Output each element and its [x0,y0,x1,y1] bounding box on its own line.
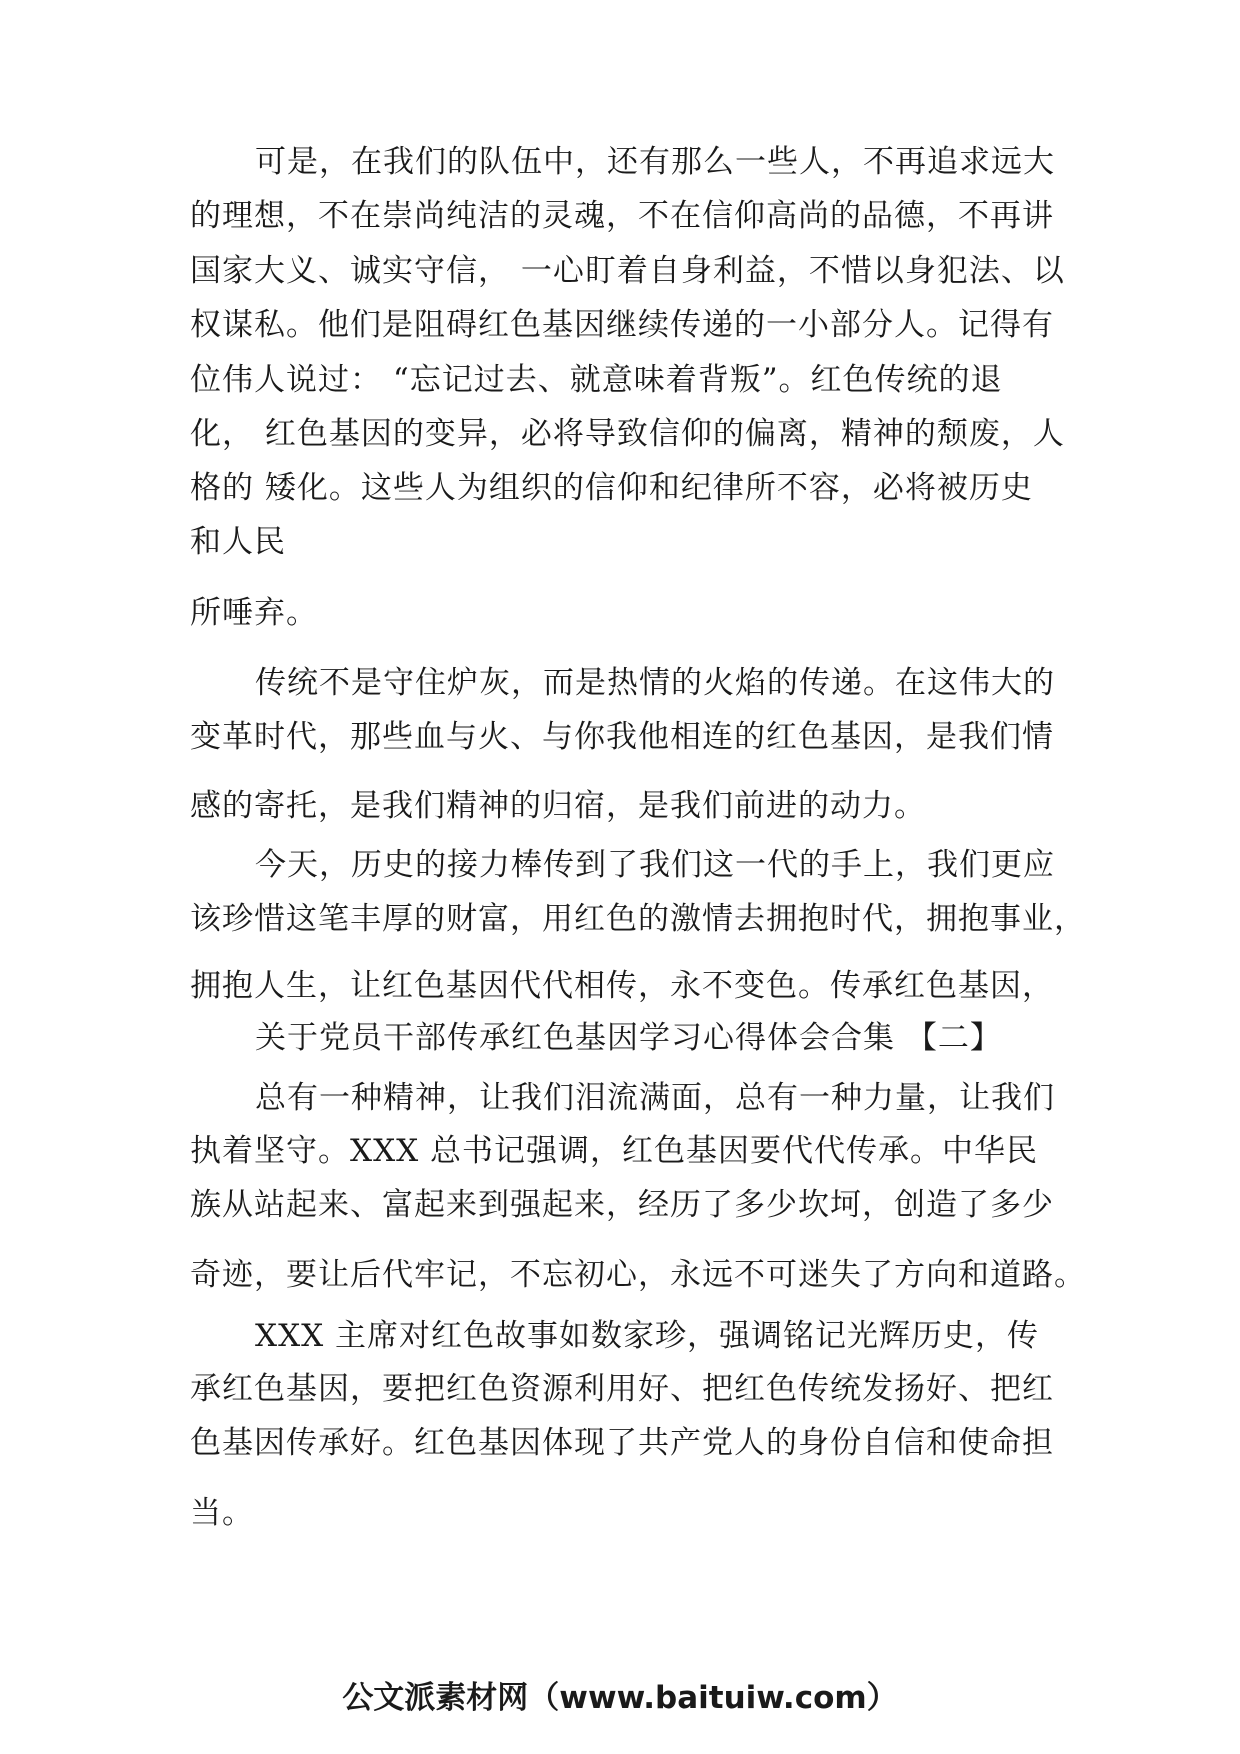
paragraph-line: 权谋私。他们是阻碍红色基因继续传递的一小部分人。记得有 [190,307,1054,343]
paragraph-line: 国家大义、诚实守信， 一心盯着自身利益，不惜以身犯法、以 [190,253,1065,289]
paragraph-line: 该珍惜这笔丰厚的财富，用红色的激情去拥抱时代，拥抱事业， [190,901,1086,937]
section-heading: 关于党员干部传承红色基因学习心得体会合集 【二】 [255,1020,1002,1056]
paragraph-line: 可是，在我们的队伍中，还有那么一些人，不再追求远大 [255,144,1055,180]
paragraph-line: 色基因传承好。红色基因体现了共产党人的身份自信和使命担 [190,1425,1054,1461]
paragraph-line: 奇迹，要让后代牢记，不忘初心，永远不可迷失了方向和道路。 [190,1257,1086,1293]
paragraph-line: 变革时代，那些血与火、与你我他相连的红色基因，是我们情 [190,719,1054,755]
paragraph-line: 族从站起来、富起来到强起来，经历了多少坎坷，创造了多少 [190,1187,1054,1223]
paragraph-line: 当。 [190,1495,254,1531]
paragraph-line: XXX 主席对红色故事如数家珍，强调铭记光辉历史，传 [255,1318,1040,1354]
paragraph-line: 格的 矮化。这些人为组织的信仰和纪律所不容，必将被历史 [190,470,1033,506]
paragraph-line: 传统不是守住炉灰，而是热情的火焰的传递。在这伟大的 [255,665,1055,701]
paragraph-line: 执着坚守。XXX 总书记强调，红色基因要代代传承。中华民 [190,1133,1039,1169]
paragraph-line: 感的寄托，是我们精神的归宿，是我们前进的动力。 [190,788,926,824]
paragraph-line: 位伟人说过： “忘记过去、就意味着背叛”。红色传统的退 [190,362,1003,398]
paragraph-line: 总有一种精神，让我们泪流满面，总有一种力量，让我们 [255,1080,1055,1116]
paragraph-line: 和人民 [190,524,286,560]
paragraph-line: 今天，历史的接力棒传到了我们这一代的手上，我们更应 [255,847,1055,883]
paragraph-line: 所唾弃。 [190,595,318,631]
footer-watermark: 公文派素材网（www.baituiw.com） [342,1680,898,1716]
paragraph-line: 化， 红色基因的变异，必将导致信仰的偏离，精神的颓废，人 [190,416,1065,452]
paragraph-line: 拥抱人生，让红色基因代代相传，永不变色。传承红色基因， [190,968,1054,1004]
paragraph-line: 承红色基因，要把红色资源利用好、把红色传统发扬好、把红 [190,1371,1054,1407]
paragraph-line: 的理想，不在崇尚纯洁的灵魂，不在信仰高尚的品德，不再讲 [190,198,1054,234]
